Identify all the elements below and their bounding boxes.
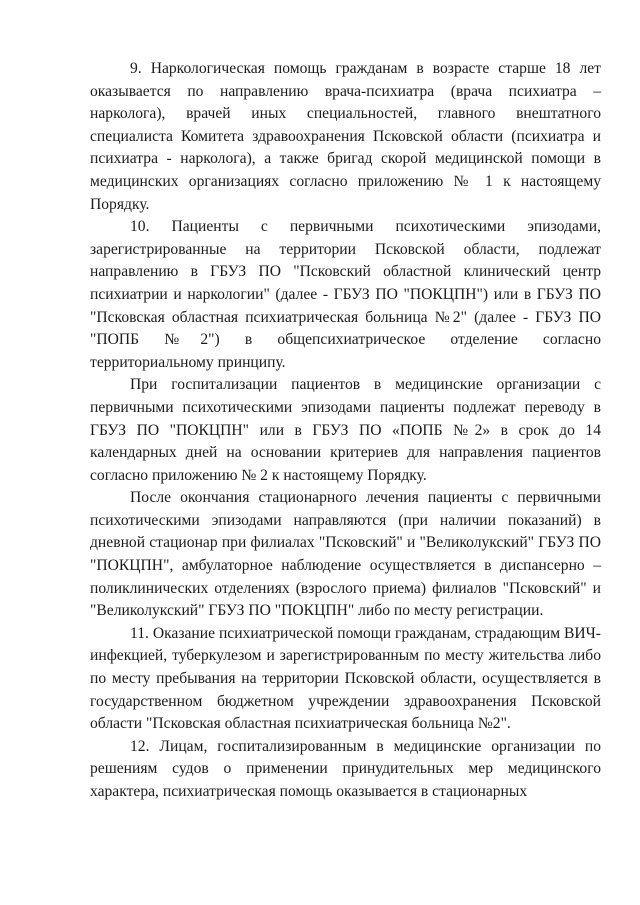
paragraph-10: 10. Пациенты с первичными психотическими эпизодами, зарегистрированные на территории Псковской области, подлежат направлению в ГБУЗ ПО "Псковский областной клинический центр психиатрии и наркологии" (далее - ГБУЗ ПО "ПОКЦПН") или в ГБУЗ ПО "Псковская областная психиатрическая больница №2" (далее - ГБУЗ ПО "ПОПБ №2") в общепсихиатрическое отделение согласно территориальному принципу. bbox=[90, 218, 601, 371]
document-page bbox=[90, 58, 601, 804]
paragraph-12: 12. Лицам, госпитализированным в медицинские организации по решениям судов о применении принудительных мер медицинского характера, психиатрическая помощь оказывается в стационарных bbox=[90, 737, 601, 800]
paragraph-9: 9. Наркологическая помощь гражданам в возрасте старше 18 лет оказывается по направлению врача-психиатра (врача психиатра – нарколога), врачей иных специальностей, главного внештатного специалиста Комитета здравоохранения Псковской области (психиатра и психиатра - нарколога), а также бригад скорой медицинской помощи в медицинских организациях согласно приложению № 1 к настоящему Порядку. bbox=[90, 60, 601, 213]
paragraph-hospitalization: При госпитализации пациентов в медицинские организации с первичными психотическими эпизодами пациенты подлежат переводу в ГБУЗ ПО "ПОКЦПН" или в ГБУЗ ПО «ПОПБ №2» в срок до 14 календарных дней на основании критериев для направления пациентов согласно приложению № 2 к настоящему Порядку. bbox=[90, 376, 601, 484]
paragraph-11: 11. Оказание психиатрической помощи гражданам, страдающим ВИЧ-инфекцией, туберкулезом и зарегистрированным по месту жительства либо по месту пребывания на территории Псковской области, осуществляется в государственном бюджетном учреждении здравоохранения Псковской области "Псковская областная психиатрическая больница №2". bbox=[90, 624, 601, 733]
paragraph-after-discharge: После окончания стационарного лечения пациенты с первичными психотическими эпизодами направляются (при наличии показаний) в дневной стационар при филиалах "Псковский" и "Великолукский" ГБУЗ ПО "ПОКЦПН", амбулаторное наблюдение осуществляется в диспансерно – поликлинических отделениях (взрослого приема) филиалов "Псковский" и "Великолукский" ГБУЗ ПО "ПОКЦПН" либо по месту регистрации. bbox=[90, 489, 601, 620]
